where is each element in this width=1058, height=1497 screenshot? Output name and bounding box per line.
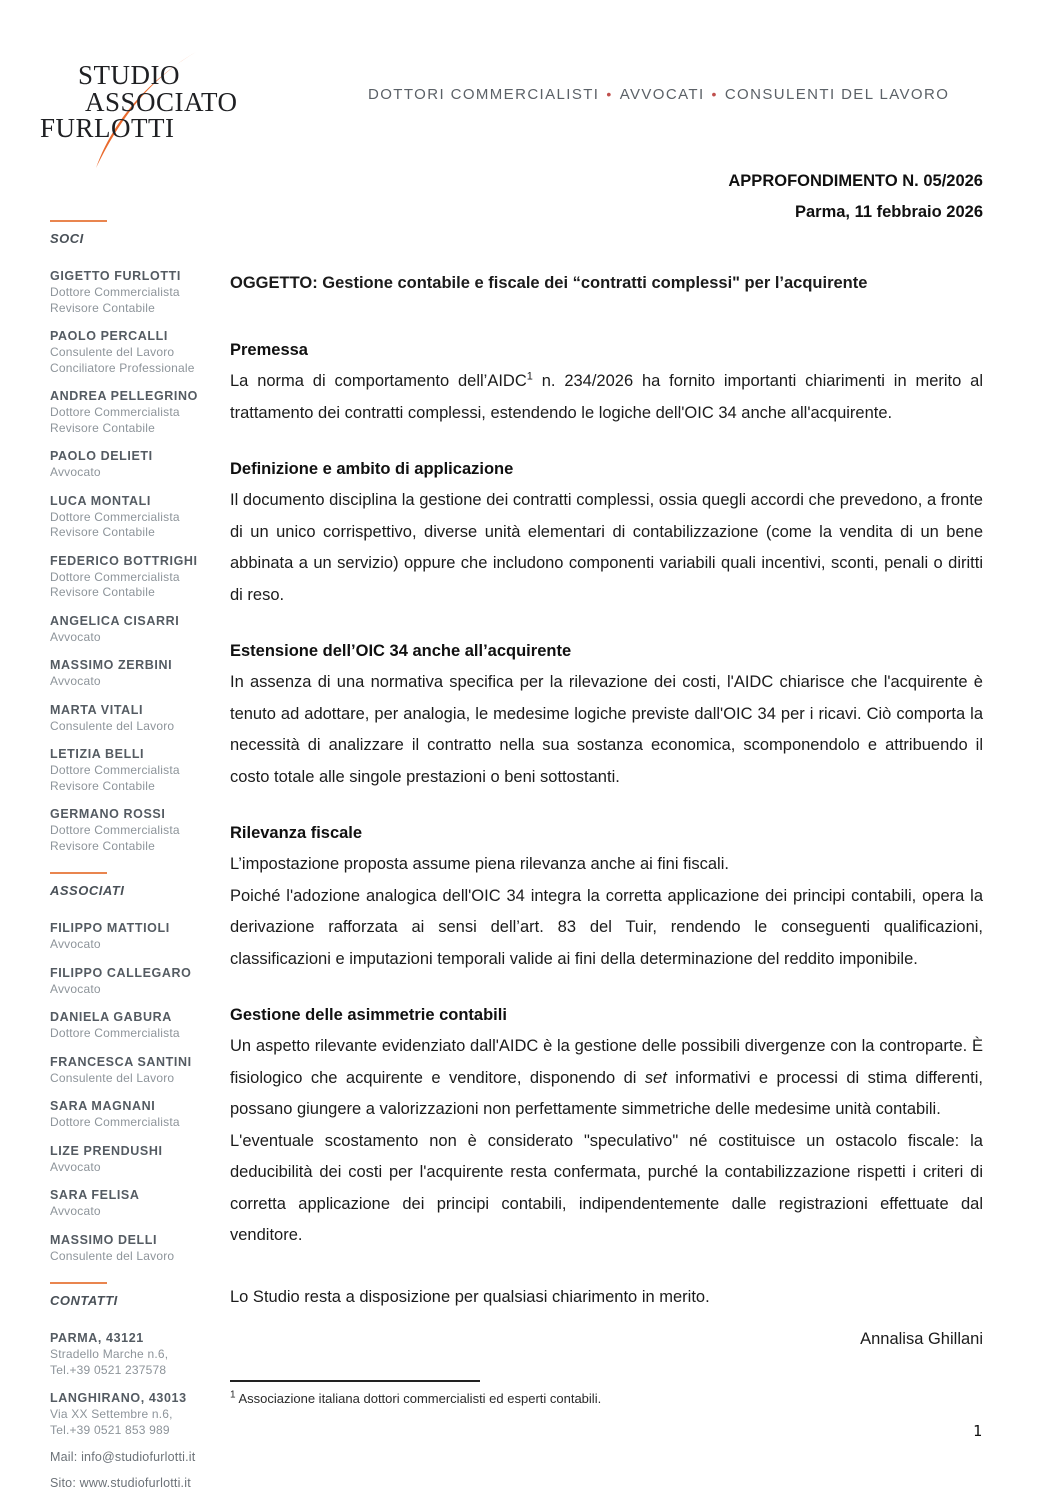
office-langhirano: [50, 1390, 210, 1438]
section-heading: Premessa: [230, 341, 308, 359]
member-name: LETIZIA BELLI: [50, 747, 145, 761]
member-name: GIGETTO FURLOTTI: [50, 269, 181, 283]
place-date: Parma, 11 febbraio 2026: [794, 203, 983, 221]
office-address: Stradello Marche n.6,: [50, 1347, 169, 1361]
member-role: Dottore Commercialista: [50, 285, 180, 299]
section-heading: Gestione delle asimmetrie contabili: [230, 1006, 507, 1024]
member-role: Consulente del Lavoro: [50, 345, 175, 359]
member-role: Dottore Commercialista: [50, 763, 180, 777]
paragraph-text: informativi e processi di stima differenti, possano giungere a valorizzazioni non perfettamente simmetriche delle medesime unità contabili.: [230, 1068, 983, 1118]
member-name: FEDERICO BOTTRIGHI: [50, 553, 198, 568]
member-name: SARA FELISA: [50, 1188, 140, 1202]
office-phone: Tel.+39 0521 237578: [50, 1362, 167, 1377]
member-role: Consulente del Lavoro: [50, 718, 175, 733]
member-role: Revisore Contabile: [50, 420, 155, 435]
italic-term: set: [644, 1068, 667, 1087]
list-item: [50, 1009, 210, 1042]
footnote-text: Associazione italiana dottori commercialisti ed esperti contabili.: [238, 1391, 602, 1406]
member-name: FRANCESCA SANTINI: [50, 1054, 192, 1069]
footnote-reference: 1: [526, 370, 533, 383]
tagline-part-commercialisti: DOTTORI COMMERCIALISTI: [368, 86, 600, 103]
member-role: Consulente del Lavoro: [50, 1070, 175, 1085]
member-role: Dottore Commercialista: [50, 569, 180, 584]
list-item: [50, 806, 210, 854]
section-rule: [50, 1282, 107, 1284]
section-title-contatti: CONTATTI: [50, 1293, 118, 1308]
section-heading: Rilevanza fiscale: [230, 824, 363, 842]
list-item: [50, 1143, 210, 1176]
list-item: [50, 1232, 210, 1265]
list-item: [50, 1098, 210, 1131]
section-title-soci: SOCI: [50, 231, 84, 246]
contact-site: Sito: www.studiofurlotti.it: [50, 1476, 191, 1490]
section-rule: [50, 872, 107, 874]
letter-body: [230, 172, 983, 1365]
list-item: [50, 920, 210, 953]
member-name: GERMANO ROSSI: [50, 807, 166, 821]
member-role: Revisore Contabile: [50, 525, 155, 539]
paragraph: Il documento disciplina la gestione dei contratti complessi, ossia quegli accordi che prevedono, a fronte di un unico corrispettivo, diverse unità elementari di contabilizzazione (come la vendita di un bene abbinata a un servizio) oppure che includono componenti variabili quali incentivi, sconti, penali o diritti di reso.: [230, 491, 983, 604]
document-meta: [230, 172, 983, 222]
page-number: 1: [972, 1422, 982, 1440]
section-rilevanza: [230, 824, 983, 975]
footnote-marker: 1: [230, 1389, 236, 1401]
section-heading: Definizione e ambito di applicazione: [230, 460, 514, 478]
list-item: [50, 268, 210, 316]
list-item: [50, 553, 210, 601]
sidebar-section-associati: [50, 872, 210, 1264]
member-role: Dottore Commercialista: [50, 823, 180, 837]
member-role: Revisore Contabile: [50, 778, 155, 793]
member-role: Avvocato: [50, 937, 101, 951]
section-asimmetrie: [230, 1006, 983, 1252]
list-item: [50, 493, 210, 541]
member-role: Dottore Commercialista: [50, 1026, 180, 1040]
section-rule: [50, 220, 107, 222]
list-item: [50, 1054, 210, 1087]
member-role: Dottore Commercialista: [50, 405, 180, 419]
logo-text-line3: FURLOTTI: [40, 113, 175, 143]
member-name: ANDREA PELLEGRINO: [50, 389, 198, 403]
sidebar-section-soci: [50, 220, 210, 854]
list-item: [50, 613, 210, 646]
paragraph: In assenza di una normativa specifica per la rilevazione dei costi, l'AIDC chiarisce che l'acquirente è tenuto ad adottare, per analogia, le medesime logiche previste dall'OIC 34 per i ricavi. Ciò comporta la necessità di analizzare il contratto nella sua sostanza economica, scomponendolo e attribuendo il costo totale alle singole prestazioni o beni sottostanti.: [230, 673, 983, 786]
list-item: [50, 965, 210, 998]
member-name: FILIPPO CALLEGARO: [50, 965, 192, 980]
office-city: LANGHIRANO, 43013: [50, 1391, 187, 1405]
member-role: Consulente del Lavoro: [50, 1248, 175, 1263]
member-role: Revisore Contabile: [50, 838, 155, 853]
member-name: SARA MAGNANI: [50, 1099, 156, 1113]
list-item: [50, 328, 210, 376]
member-name: DANIELA GABURA: [50, 1010, 172, 1024]
closing-line: Lo Studio resta a disposizione per qualsiasi chiarimento in merito.: [230, 1287, 710, 1306]
member-role: Revisore Contabile: [50, 300, 155, 315]
subject-line: OGGETTO: Gestione contabile e fiscale dei “contratti complessi" per l’acquirente: [230, 274, 868, 292]
member-role: Avvocato: [50, 981, 101, 996]
paragraph: L’impostazione proposta assume piena rilevanza anche ai fini fiscali.: [230, 855, 729, 873]
section-estensione: [230, 642, 983, 793]
member-name: LIZE PRENDUSHI: [50, 1143, 163, 1158]
list-item: [50, 388, 210, 436]
office-city: PARMA, 43121: [50, 1331, 144, 1345]
list-item: [50, 448, 210, 481]
member-role: Avvocato: [50, 1159, 101, 1174]
member-role: Avvocato: [50, 629, 101, 644]
member-name: MASSIMO ZERBINI: [50, 658, 173, 672]
paragraph: [230, 1031, 983, 1126]
list-item: [50, 657, 210, 690]
footnote: [230, 1391, 983, 1406]
office-phone: Tel.+39 0521 853 989: [50, 1422, 170, 1437]
member-role: Avvocato: [50, 465, 101, 479]
paragraph: L'eventuale scostamento non è considerato "speculativo" né costituisce un ostacolo fiscale: la deducibilità dei costi per l'acquirente resta confermata, purché la contabilizzazione rispetti i criteri di corretta applicazione dei principi contabili, indipendentemente dalle registrazioni effettuate dal venditore.: [230, 1131, 983, 1244]
contact-mail: Mail: info@studiofurlotti.it: [50, 1450, 196, 1464]
paragraph-text: Un aspetto rilevante evidenziato dall'AIDC è la gestione delle possibili divergenze con la controparte. È fisiologico che acquirente e venditore, disponendo di: [230, 1037, 983, 1087]
office-parma: [50, 1330, 210, 1378]
member-role: Dottore Commercialista: [50, 1115, 180, 1129]
tagline-bullet-icon: •: [711, 86, 718, 102]
tagline-bullet-icon: •: [606, 86, 613, 102]
paragraph: Poiché l'adozione analogica dell'OIC 34 integra la corretta applicazione dei principi contabili, opera la derivazione rafforzata ai sensi dell’art. 83 del Tuir, rendendo le conseguenti qualificazioni, classificazioni e imputazioni temporali valide ai fini della determinazione del reddito imponibile.: [230, 886, 983, 968]
footnote-rule: [230, 1380, 480, 1382]
member-name: ANGELICA CISARRI: [50, 613, 180, 628]
header-tagline: [368, 86, 988, 103]
doc-number: APPROFONDIMENTO N. 05/2026: [728, 172, 983, 190]
member-name: PAOLO PERCALLI: [50, 329, 168, 343]
member-name: MASSIMO DELLI: [50, 1232, 158, 1247]
member-name: LUCA MONTALI: [50, 493, 151, 508]
member-role: Avvocato: [50, 1204, 101, 1218]
list-item: [50, 1187, 210, 1220]
paragraph: [230, 366, 983, 429]
logo-text-line2: ASSOCIATO: [85, 87, 238, 117]
member-role: Dottore Commercialista: [50, 509, 180, 524]
section-premessa: [230, 341, 983, 429]
firm-logo: [38, 48, 238, 178]
tagline-part-consulenti: CONSULENTI DEL LAVORO: [724, 86, 950, 103]
section-title-associati: ASSOCIATI: [50, 883, 125, 898]
list-item: [50, 746, 210, 794]
sidebar: [50, 220, 210, 1497]
member-role: Avvocato: [50, 674, 101, 688]
signature: Annalisa Ghillani: [860, 1329, 983, 1348]
footnote-area: [230, 1380, 983, 1406]
member-role: Revisore Contabile: [50, 585, 155, 599]
office-address: Via XX Settembre n.6,: [50, 1407, 173, 1421]
list-item: [50, 702, 210, 735]
logo-text-line1: STUDIO: [78, 60, 180, 90]
member-name: MARTA VITALI: [50, 702, 144, 717]
section-heading: Estensione dell’OIC 34 anche all’acquirente: [230, 642, 572, 660]
paragraph-text: n. 234/2026 ha fornito importanti chiarimenti in merito al trattamento dei contratti complessi, estendendo le logiche dell'OIC 34 anche all'acquirente.: [230, 372, 983, 422]
member-role: Conciliatore Professionale: [50, 360, 195, 375]
tagline-part-avvocati: AVVOCATI: [619, 86, 705, 103]
section-definizione: [230, 460, 983, 611]
paragraph-text: La norma di comportamento dell’AIDC: [230, 372, 527, 390]
member-name: FILIPPO MATTIOLI: [50, 921, 170, 935]
member-name: PAOLO DELIETI: [50, 449, 153, 463]
sidebar-section-contatti: [50, 1282, 210, 1490]
